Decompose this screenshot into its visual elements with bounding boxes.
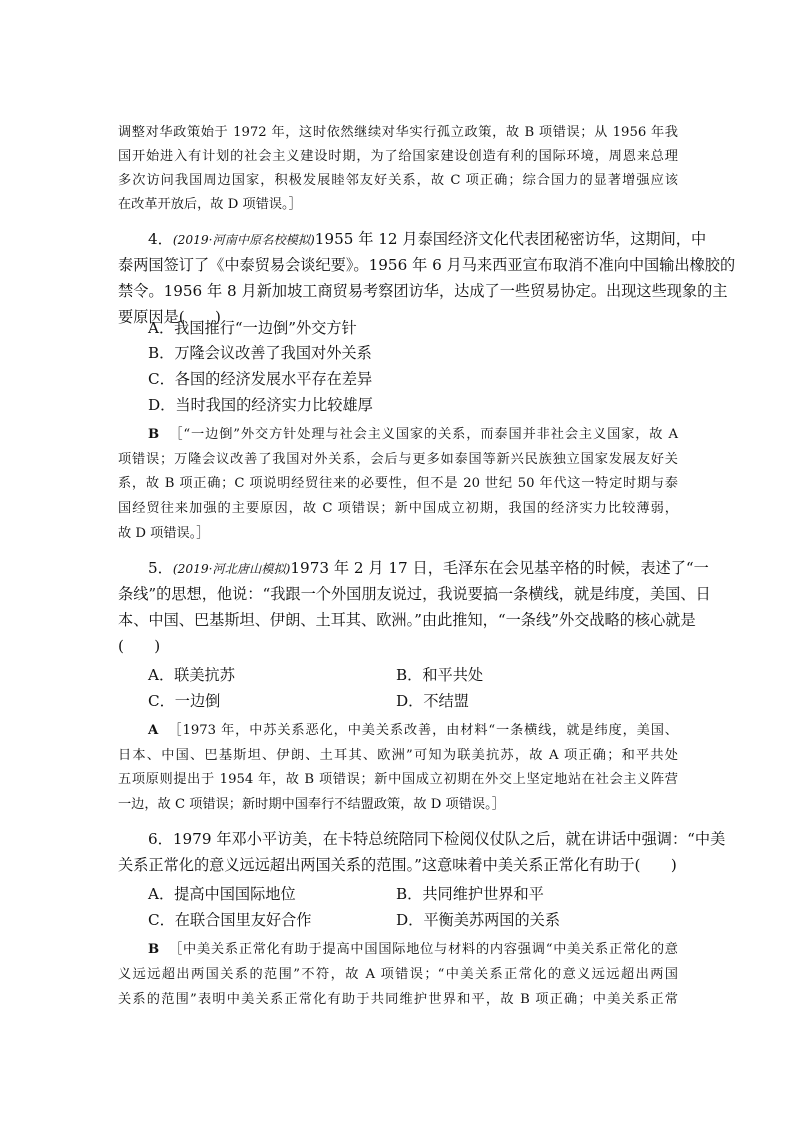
q5-stem-line-3: 本、中国、巴基斯坦、伊朗、土耳其、欧洲。”由此推知，“一条线”外交战略的核心就是: [118, 611, 696, 629]
q4-stem-line-2: 泰两国签订了《中泰贸易会谈纪要》。1956 年 6 月马来西亚宣布取消不准向中国输出橡胶的: [118, 256, 736, 274]
q6-answer-line-1: [148, 940, 678, 960]
q4-answer-line-3: 系，故 B 项正确；C 项说明经贸往来的必要性，但不是 20 世纪 50 年代这一特定时期与泰: [118, 476, 678, 491]
q4-answer-line-1: [148, 425, 678, 445]
q5-option-a: A．联美抗苏: [148, 666, 235, 684]
q6-option-d: D．平衡美苏两国的关系: [396, 911, 561, 929]
q4-source: (2019·河南中原名校模拟): [172, 233, 315, 247]
q4-option-d: D．当时我国的经济实力比较雄厚: [148, 396, 373, 414]
q5-answer-line-2: 日本、中国、巴基斯坦、伊朗、土耳其、欧洲”可知为联美抗苏，故 A 项正确；和平共处: [118, 748, 678, 763]
q5-answer-line-4: 一边，故 C 项错误；新时期中国奉行不结盟政策，故 D 项错误。］: [118, 797, 505, 812]
q6-answer-line-3: 关系的范围”表明中美关系正常化有助于共同维护世界和平，故 B 项正确；中美关系正常: [118, 992, 678, 1007]
q5-stem-text-1: 1973 年 2 月 17 日，毛泽东在会见基辛格的时候，表述了“一: [290, 559, 709, 577]
q5-answer-text-1: ［1973 年，中苏关系恶化，中美关系改善，由材料“一条横线，就是纬度，美国、: [168, 723, 678, 738]
q5-option-c: C．一边倒: [148, 692, 221, 710]
q5-stem-line-2: 条线”的思想，他说：“我跟一个外国朋友说过，我说要搞一条横线，就是纬度，美国、日: [118, 585, 711, 603]
q6-answer-letter: B: [148, 942, 160, 957]
q5-stem-line-4: ( ): [118, 637, 161, 655]
q4-stem-text-1: 1955 年 12 月泰国经济文化代表团秘密访华，这期间，中: [314, 230, 707, 248]
q4-answer-text-1: ［“一边倒”外交方针处理与社会主义国家的关系，而泰国并非社会主义国家，故 A: [169, 427, 679, 442]
prev-answer-line-4: 在改革开放后，故 D 项错误。］: [118, 197, 302, 212]
q4-answer-line-5: 故 D 项错误。］: [118, 526, 210, 541]
prev-answer-line-2: 国开始进入有计划的社会主义建设时期，为了给国家建设创造有利的国际环境，周恩来总理: [118, 149, 678, 164]
q5-option-d: D．不结盟: [396, 692, 469, 710]
q6-option-c: C．在联合国里友好合作: [148, 911, 312, 929]
q5-number: 5．: [148, 559, 173, 577]
q5-answer-letter: A: [148, 723, 159, 738]
q4-option-b: B．万隆会议改善了我国对外关系: [148, 344, 372, 362]
q6-stem-line-1: [148, 829, 726, 849]
q4-answer-letter: B: [148, 427, 160, 442]
q6-answer-text-1: ［中美关系正常化有助于提高中国国际地位与材料的内容强调“中美关系正常化的意: [169, 942, 678, 957]
q4-stem-line-3: 禁令。1956 年 8 月新加坡工商贸易考察团访华，达成了一些贸易协定。出现这些现象的主: [118, 282, 728, 300]
q6-option-a: A．提高中国国际地位: [148, 885, 296, 903]
prev-answer-line-3: 多次访问我国周边国家，积极发展睦邻友好关系，故 C 项正确；综合国力的显著增强应该: [118, 173, 678, 188]
q5-option-b: B．和平共处: [396, 666, 484, 684]
q6-stem-text-1: 1979 年邓小平访美，在卡特总统陪同下检阅仪仗队之后，就在讲话中强调：“中美: [172, 830, 726, 848]
q5-stem-line-1: [148, 558, 709, 579]
q5-answer-line-3: 五项原则提出于 1954 年，故 B 项错误；新中国成立初期在外交上坚定地站在社会主义阵营: [118, 772, 678, 787]
q4-answer-line-4: 国经贸往来加强的主要原因，故 C 项错误；新中国成立初期，我国的经济实力比较薄弱，: [118, 501, 678, 516]
q4-stem-line-1: [148, 229, 707, 250]
prev-answer-line-1: 调整对华政策始于 1972 年，这时依然继续对华实行孤立政策，故 B 项错误；从 1956 年我: [118, 125, 678, 140]
q4-answer-line-2: 项错误；万隆会议改善了我国对外关系，会后与更多如泰国等新兴民族独立国家发展友好关: [118, 452, 678, 467]
q6-stem-line-2: 关系正常化的意义远远超出两国关系的范围。”这意味着中美关系正常化有助于( ): [118, 856, 677, 874]
q5-answer-line-1: [148, 721, 678, 741]
q4-stem-line-4: 要原因是( ): [118, 308, 221, 326]
q4-option-c: C．各国的经济发展水平存在差异: [148, 370, 373, 388]
q6-option-b: B．共同维护世界和平: [396, 885, 544, 903]
q4-option-a: A．我国推行“一边倒”外交方针: [148, 319, 357, 337]
q4-number: 4．: [148, 230, 173, 248]
q5-source: (2019·河北唐山模拟): [172, 562, 291, 576]
q6-number: 6．: [148, 830, 173, 848]
q6-answer-line-2: 义远远超出两国关系的范围”不符，故 A 项错误；“中美关系正常化的意义远远超出两国: [118, 967, 678, 982]
